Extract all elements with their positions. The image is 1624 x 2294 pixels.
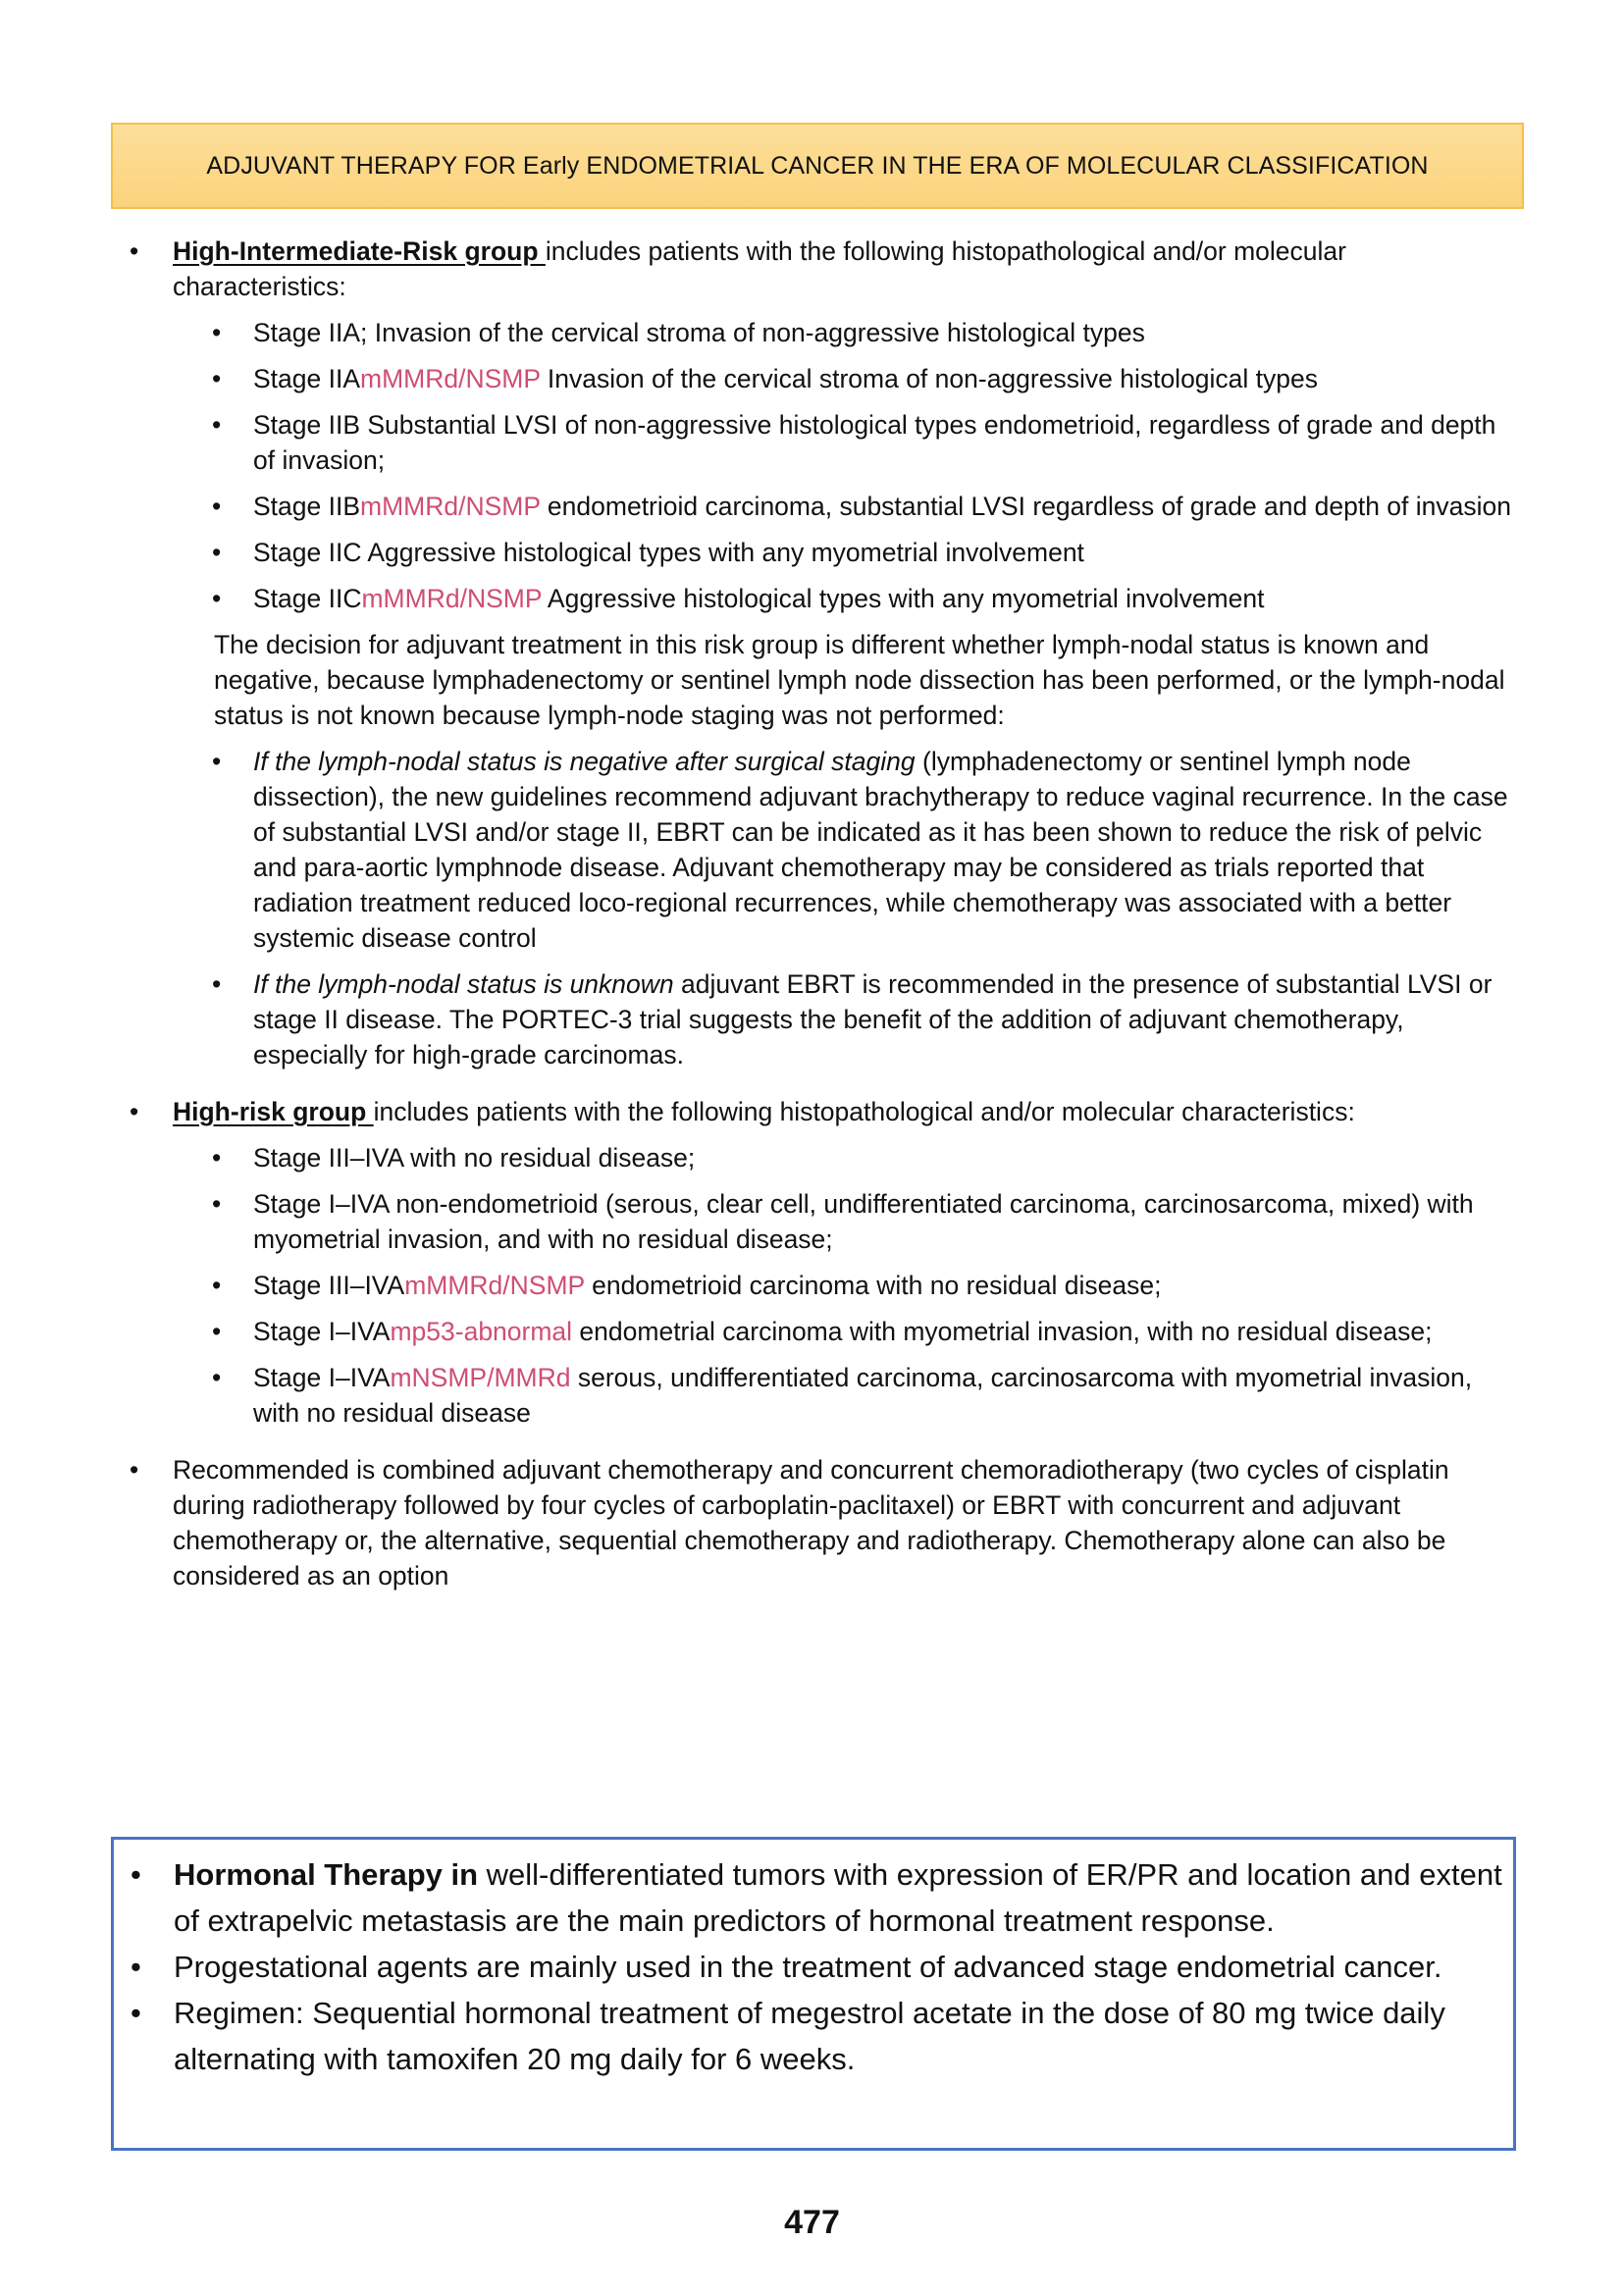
main-content	[128, 234, 1511, 1593]
scenario-node-negative: • If the lymph-nodal status is negative after surgical staging (lymphadenectomy or sentinel lymph node dissection), the new guidelines recommend adjuvant brachytherapy to reduce vaginal recurrence. In the case of substantial LVSI and/or stage II, EBRT can be indicated as it has been shown to reduce the risk of pelvic and para-aortic lymphnode disease. Adjuvant chemotherapy may be considered as trials reported that radiation treatment reduced loco-regional recurrences, while chemotherapy was associated with a better systemic disease control	[128, 744, 1511, 956]
list-item: • Stage IIAmMMRd/NSMP Invasion of the cervical stroma of non-aggressive histological types	[128, 361, 1511, 396]
high-intermediate-risk-heading: High-Intermediate-Risk group	[173, 236, 546, 266]
hormonal-item: • Progestational agents are mainly used in the treatment of advanced stage endometrial cancer.	[131, 1944, 1504, 1990]
molecular-class-label: mMMRd/NSMP	[360, 492, 541, 521]
list-item: • Stage III–IVAmMMRd/NSMP endometrioid carcinoma with no residual disease;	[128, 1268, 1511, 1303]
high-risk-intro: includes patients with the following histopathological and/or molecular characteristics:	[373, 1097, 1355, 1126]
list-item: • Stage I–IVAmNSMP/MMRd serous, undifferentiated carcinoma, carcinosarcoma with myometrial invasion, with no residual disease	[128, 1360, 1511, 1431]
list-item: • Stage IIC Aggressive histological types with any myometrial involvement	[128, 535, 1511, 570]
molecular-class-label: mNSMP/MMRd	[390, 1363, 571, 1392]
list-item: • Stage IICmMMRd/NSMP Aggressive histological types with any myometrial involvement	[128, 581, 1511, 616]
molecular-class-label: mMMRd/NSMP	[361, 584, 543, 613]
molecular-class-label: mp53-abnormal	[390, 1317, 573, 1346]
hormonal-item: • Regimen: Sequential hormonal treatment of megestrol acetate in the dose of 80 mg twice daily alternating with tamoxifen 20 mg daily for 6 weeks.	[131, 1990, 1504, 2082]
hormonal-therapy-box	[111, 1837, 1516, 2151]
section-title: ADJUVANT THERAPY FOR Early ENDOMETRIAL CANCER IN THE ERA OF MOLECULAR CLASSIFICATION	[206, 151, 1429, 180]
list-item: • Stage IIA; Invasion of the cervical stroma of non-aggressive histological types	[128, 315, 1511, 350]
page-number: 477	[784, 2204, 840, 2241]
list-item: • Stage IIBmMMRd/NSMP endometrioid carcinoma, substantial LVSI regardless of grade and depth of invasion	[128, 489, 1511, 524]
section-title-banner	[111, 123, 1524, 209]
molecular-class-label: mMMRd/NSMP	[404, 1271, 585, 1300]
list-item: • Stage I–IVAmp53-abnormal endometrial carcinoma with myometrial invasion, with no residual disease;	[128, 1314, 1511, 1349]
hormonal-item: • Hormonal Therapy in well-differentiated tumors with expression of ER/PR and location and extent of extrapelvic metastasis are the main predictors of hormonal treatment response.	[131, 1851, 1504, 1944]
high-risk-heading: High-risk group	[173, 1097, 374, 1126]
list-item: • Stage IIB Substantial LVSI of non-aggressive histological types endometrioid, regardless of grade and depth of invasion;	[128, 407, 1511, 478]
list-item: • Stage III–IVA with no residual disease;	[128, 1140, 1511, 1175]
list-item: • Stage I–IVA non-endometrioid (serous, clear cell, undifferentiated carcinoma, carcinosarcoma, mixed) with myometrial invasion, and with no residual disease;	[128, 1186, 1511, 1257]
decision-paragraph: The decision for adjuvant treatment in this risk group is different whether lymph-nodal status is known and negative, because lymphadenectomy or sentinel lymph node dissection has been performed, or the lymph-nodal status is not known because lymph-node staging was not performed:	[214, 630, 1505, 730]
high-risk-bullet	[128, 1094, 1511, 1129]
scenario-node-unknown: • If the lymph-nodal status is unknown adjuvant EBRT is recommended in the presence of substantial LVSI or stage II disease. The PORTEC-3 trial suggests the benefit of the addition of adjuvant chemotherapy, especially for high-grade carcinomas.	[128, 966, 1511, 1072]
molecular-class-label: mMMRd/NSMP	[360, 364, 541, 393]
high-intermediate-risk-intro: includes patients with the following histopathological and/or molecular characteristics:	[173, 236, 1346, 301]
recommendation-bullet: • Recommended is combined adjuvant chemotherapy and concurrent chemoradiotherapy (two cycles of cisplatin during radiotherapy followed by four cycles of carboplatin-paclitaxel) or EBRT with concurrent and adjuvant chemotherapy or, the alternative, sequential chemotherapy and radiotherapy. Chemotherapy alone can also be considered as an option	[128, 1452, 1511, 1593]
high-intermediate-risk-bullet	[128, 234, 1511, 304]
